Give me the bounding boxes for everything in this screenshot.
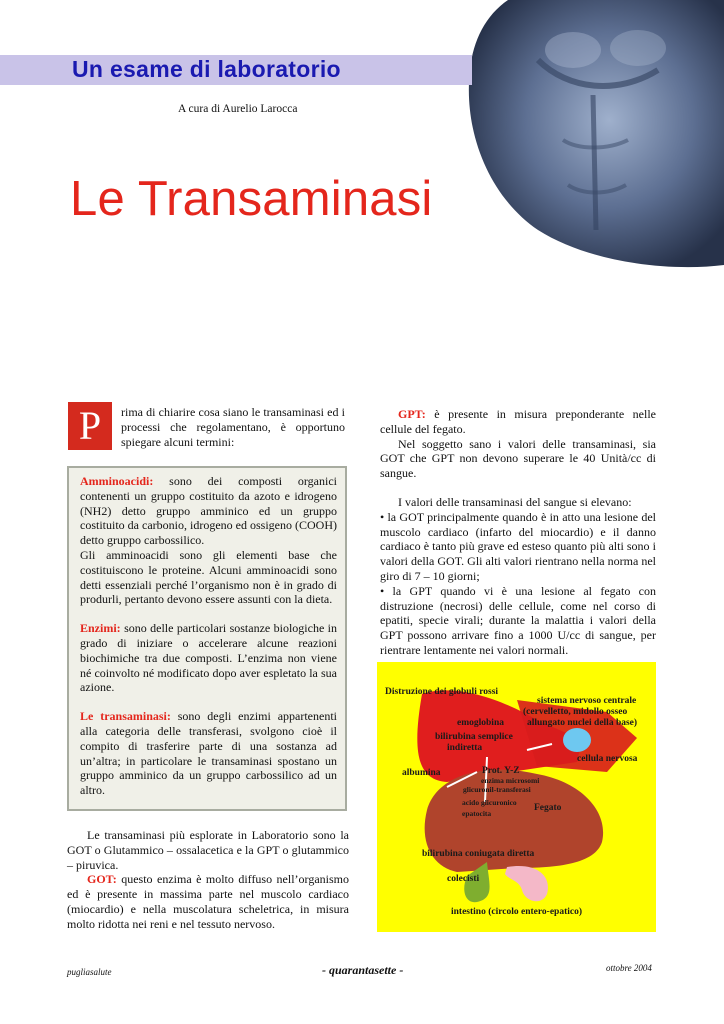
label-snc: sistema nervoso centrale xyxy=(537,696,637,706)
elevation-intro: I valori delle transaminasi del sangue si elevano: xyxy=(398,494,632,509)
nerve-cell-shape xyxy=(563,728,591,752)
label-cervelletto: (cervelletto, midollo osseo xyxy=(523,707,628,717)
column-2 xyxy=(380,407,656,658)
got-label: GOT: xyxy=(87,872,117,887)
byline: A cura di Aurelio Larocca xyxy=(178,103,298,115)
label-distruzione: Distruzione dei globuli rossi xyxy=(385,687,499,697)
label-prot-yz: Prot. Y-Z xyxy=(482,766,520,776)
label-nuclei: allungato nuclei della base) xyxy=(527,718,638,728)
label-bilirubina-coniugata: bilirubina coniugata diretta xyxy=(422,849,535,859)
torso-photo xyxy=(468,0,724,268)
label-acido-glicuronico: acido glicuronico xyxy=(462,798,517,807)
section-title: Un esame di laboratorio xyxy=(72,56,341,82)
label-intestino: intestino (circolo entero-epatico) xyxy=(451,907,583,917)
intro-paragraph: rima di chiarire cosa siano le transaminasi ed i processi che regolamentano, è opportuno spiegare alcuni termini: xyxy=(121,405,345,449)
banner-stripe-left xyxy=(0,55,68,85)
label-indiretta: indiretta xyxy=(447,743,483,753)
amino-definition xyxy=(80,474,337,607)
label-enzima-microsomi: enzima microsomi xyxy=(481,776,540,785)
footer-publication: pugliasalute xyxy=(67,967,112,977)
got-text: questo enzima è molto diffuso nell’organismo ed è presente in massima parte nel muscolo cardiaco (miocardio) e nella muscolatura scheletrica, in misura molto ridotta nei reni e nel tessuto nervoso. xyxy=(67,872,349,931)
got-elevation-item: • la GOT principalmente quando è in atto una lesione del muscolo cardiaco (infarto del miocardio) e il danno cardiaco è tanto più grave ed esteso quanto più alti sono i valori della GOT. Gli alti valori rientrano nella norma nel giro di 7 – 10 giorni; xyxy=(380,509,656,583)
gpt-elevation-item: • la GPT quando vi è una lesione al fegato con distruzione (necrosi) delle cellule, come nel corso di epatiti, specie virali; durante la malattia i valori della GPT possono arrivare fino a 1000 U/cc di sangue, per rientrare lentamente nei valori normali. xyxy=(380,583,656,657)
enzimi-text: sono delle particolari sostanze biologiche in grado di iniziare o accelerare alcune reazioni biochimiche tra due composti. L’enzima non viene né coinvolto né modificato dopo aver espletato la sua azione. xyxy=(80,621,337,695)
enzimi-definition xyxy=(80,621,337,695)
transaminasi-text: sono degli enzimi appartenenti alla categoria delle transferasi, svolgono cioè il compito di trasferire parte di una sostanza ad un’altra; in particolare le transaminasi spostano un gruppo amminico da un gruppo carbossilico ad un altro. xyxy=(80,709,337,798)
footer-date: ottobre 2004 xyxy=(606,963,652,973)
amino-text-2: Gli amminoacidi sono gli elementi base che costituiscono le proteine. Alcuni amminoacidi sono detti essenziali perché l’organismo non è in grado di produrli, pertanto devono essere assunti con la dieta. xyxy=(80,547,337,607)
got-paragraph xyxy=(67,872,349,931)
column-1-bottom xyxy=(67,828,349,932)
gpt-label: GPT: xyxy=(398,407,426,421)
drop-cap: P xyxy=(68,402,112,450)
label-epatocita: epatocita xyxy=(462,809,492,818)
gpt-text: è presente in misura preponderante nelle cellule del fegato. xyxy=(380,407,656,436)
enzimi-label: Enzimi: xyxy=(80,621,121,636)
transaminasi-definition xyxy=(80,709,337,798)
label-colecisti: colecisti xyxy=(447,874,480,884)
intestine-shape xyxy=(505,866,548,901)
label-emoglobina: emoglobina xyxy=(457,718,504,728)
amino-label: Amminoacidi: xyxy=(80,474,154,488)
label-fegato: Fegato xyxy=(534,803,562,813)
label-bilirubina-semplice: bilirubina semplice xyxy=(435,732,513,742)
gpt-paragraph xyxy=(380,407,656,437)
bilirubin-diagram xyxy=(377,662,656,932)
definitions-text xyxy=(80,474,337,812)
normal-values-paragraph: Nel soggetto sano i valori delle transaminasi, sia GOT che GPT non devono superare le 40 Unità/cc di sangue. xyxy=(380,436,656,481)
label-cellula-nervosa: cellula nervosa xyxy=(577,754,638,764)
transaminasi-label: Le transaminasi: xyxy=(80,709,171,724)
label-albumina: albumina xyxy=(402,768,441,778)
label-glicuronil: glicuronil-transferasi xyxy=(463,785,531,794)
amino-text: sono dei composti organici contenenti un gruppo costituito da azoto e idrogeno (NH2) detto gruppo amminico ed un gruppo costituito da carbonio, idrogeno ed ossigeno (COOH) detto gruppo carbossilico. xyxy=(80,474,337,548)
transaminasi-paragraph: Le transaminasi più esplorate in Laboratorio sono la GOT o Glutammico – ossalacetica e la GPT o glutammico – piruvica. xyxy=(67,828,349,872)
article-title: Le Transaminasi xyxy=(70,172,433,226)
footer-page-number: - quarantasette - xyxy=(322,963,404,977)
